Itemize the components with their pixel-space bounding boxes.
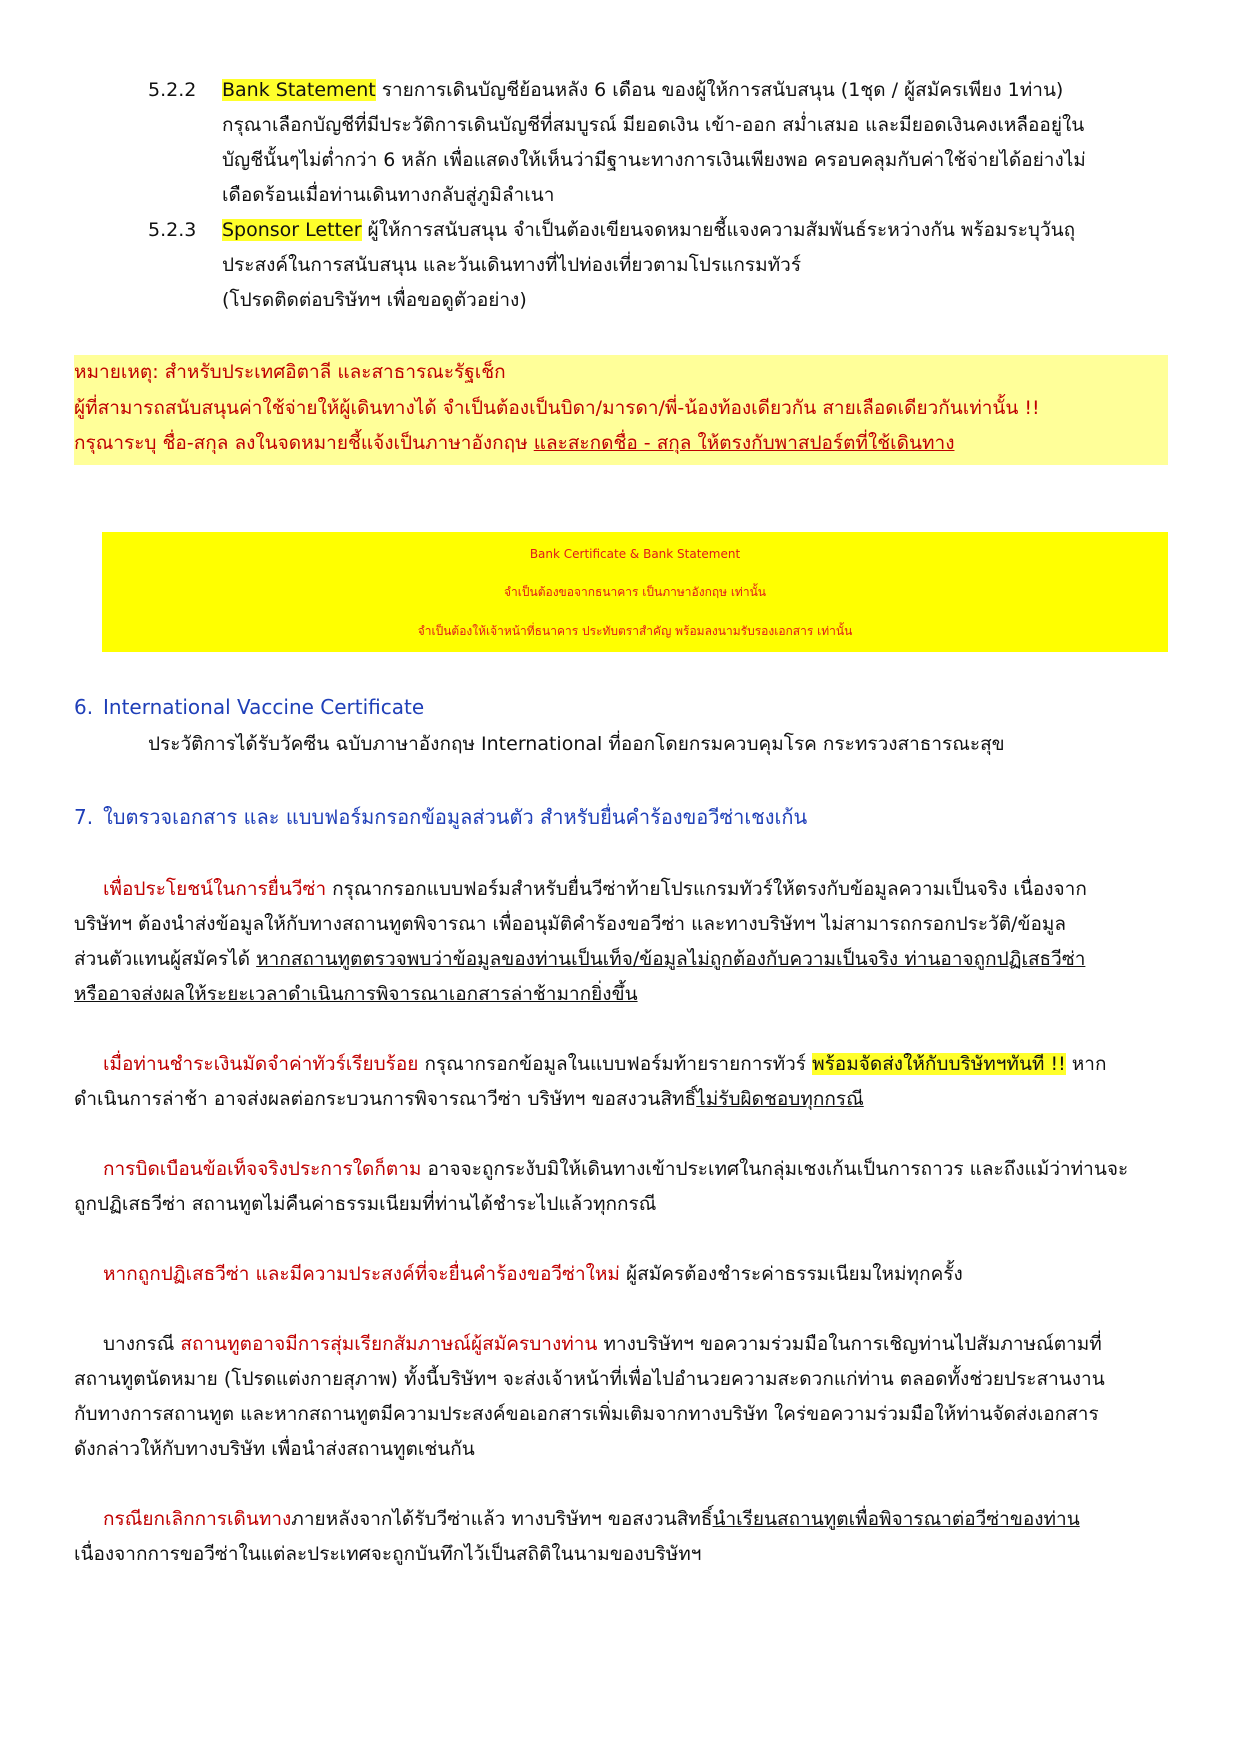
para-6-line-2: เนื่องจากการขอวีซ่าในแต่ละประเทศจะถูกบันทึกไว้เป็นสถิติในนามของบริษัทฯ xyxy=(74,1543,702,1565)
bank-statement-tag: Bank Statement xyxy=(222,79,376,101)
note-line-3: กรุณาระบุ ชื่อ-สกุล ลงในจดหมายชี้แจ้งเป็นภาษาอังกฤษ และสะกดชื่อ - สกุล ให้ตรงกับพาสปอร์ตที่ใช้เดินทาง xyxy=(74,432,955,454)
bank-statement-line-4: เดือดร้อนเมื่อท่านเดินทางกลับสู่ภูมิลำเนา xyxy=(222,184,555,206)
para-4-line-1: หากถูกปฏิเสธวีซ่า และมีความประสงค์ที่จะยื่นคำร้องขอวีซ่าใหม่ ผู้สมัครต้องชำระค่าธรรมเนียมใหม่ทุกครั้ง xyxy=(103,1263,963,1285)
para-2-line-2: ดำเนินการล่าช้า อาจส่งผลต่อกระบวนการพิจารณาวีซ่า บริษัทฯ ขอสงวนสิทธิ์ไม่รับผิดชอบทุกกรณี xyxy=(74,1088,864,1110)
para-1-lead: เพื่อประโยชน์ในการยื่นวีซ่า xyxy=(103,878,327,900)
bank-box-line-3: จำเป็นต้องให้เจ้าหน้าที่ธนาคาร ประทับตราสำคัญ พร้อมลงนามรับรองเอกสาร เท่านั้น xyxy=(417,624,853,638)
sponsor-letter-line-2: ประสงค์ในการสนับสนุน และวันเดินทางที่ไปท่องเที่ยวตามโปรแกรมทัวร์ xyxy=(222,254,802,276)
para-1-line-3: ส่วนตัวแทนผู้สมัครได้ หากสถานทูตตรวจพบว่าข้อมูลของท่านเป็นเท็จ/ข้อมูลไม่ถูกต้องกับความเป็นจริง ท่านอาจถูกปฏิเสธวีซ่า xyxy=(74,948,1086,970)
section-7-number: 7. xyxy=(74,805,94,829)
section-7-title: ใบตรวจเอกสาร และ แบบฟอร์มกรอกข้อมูลส่วนตัว สำหรับยื่นคำร้องขอวีซ่าเชงเก้น xyxy=(103,805,808,829)
sponsor-letter-line-1: Sponsor Letter ผู้ให้การสนับสนุน จำเป็นต้องเขียนจดหมายชี้แจงความสัมพันธ์ระหว่างกัน พร้อมระบุวันถุ xyxy=(222,219,1076,241)
bank-statement-line-2: กรุณาเลือกบัญชีที่มีประวัติการเดินบัญชีที่สมบูรณ์ มียอดเงิน เข้า-ออก สม่ำเสมอ และมียอดเงินคงเหลืออยู่ใน xyxy=(222,114,1085,136)
note-title: หมายเหตุ: สำหรับประเทศอิตาลี และสาธารณะรัฐเช็ก xyxy=(74,361,506,383)
section-6-title: International Vaccine Certificate xyxy=(103,695,425,719)
para-2-highlight: พร้อมจัดส่งให้กับบริษัทฯทันที !! xyxy=(812,1053,1066,1075)
bank-statement-line-1: Bank Statement รายการเดินบัญชีย้อนหลัง 6 เดือน ของผู้ให้การสนับสนุน (1ชุด / ผู้สมัครเพียง 1ท่าน) xyxy=(222,79,1064,101)
para-5-line-1: บางกรณี สถานทูตอาจมีการสุ่มเรียกสัมภาษณ์ผู้สมัครบางท่าน ทางบริษัทฯ ขอความร่วมมือในการเชิญท่านไปสัมภาษณ์ตามที่ xyxy=(103,1333,1102,1355)
para-3-line-1: การบิดเบือนข้อเท็จจริงประการใดก็ตาม อาจจะถูกระงับมิให้เดินทางเข้าประเทศในกลุ่มเชงเก้นเป็นการถาวร และถึงแม้ว่าท่านจะ xyxy=(103,1158,1129,1180)
para-3-line-2: ถูกปฏิเสธวีซ่า สถานทูตไม่คืนค่าธรรมเนียมที่ท่านได้ชำระไปแล้วทุกกรณี xyxy=(74,1193,657,1215)
bank-statement-line-3: บัญชีนั้นๆไม่ต่ำกว่า 6 หลัก เพื่อแสดงให้เห็นว่ามีฐานะทางการเงินเพียงพอ ครอบคลุมกับค่าใช้จ่ายได้อย่างไม่ xyxy=(222,149,1086,171)
para-1-line-2: บริษัทฯ ต้องนำส่งข้อมูลให้กับทางสถานทูตพิจารณา เพื่ออนุมัติคำร้องขอวีซ่า และทางบริษัทฯ ไม่สามารถกรอกประวัติ/ข้อมูล xyxy=(74,913,1067,935)
sponsor-letter-tag: Sponsor Letter xyxy=(222,219,362,241)
sponsor-letter-line-3: (โปรดติดต่อบริษัทฯ เพื่อขอดูตัวอย่าง) xyxy=(222,289,527,311)
para-1-line-1: เพื่อประโยชน์ในการยื่นวีซ่า กรุณากรอกแบบฟอร์มสำหรับยื่นวีซ่าท้ายโปรแกรมทัวร์ให้ตรงกับข้อมูลความเป็นจริง เนื่องจาก xyxy=(103,878,1087,900)
para-1-line-4: หรืออาจส่งผลให้ระยะเวลาดำเนินการพิจารณาเอกสารล่าช้ามากยิ่งขึ้น xyxy=(74,983,638,1005)
para-2-line-1: เมื่อท่านชำระเงินมัดจำค่าทัวร์เรียบร้อย กรุณากรอกข้อมูลในแบบฟอร์มท้ายรายการทัวร์ พร้อมจัดส่งให้กับบริษัทฯทันที !! หาก xyxy=(103,1053,1107,1075)
section-6-number: 6. xyxy=(74,695,94,719)
para-5-lead: สถานทูตอาจมีการสุ่มเรียกสัมภาษณ์ผู้สมัครบางท่าน xyxy=(180,1333,598,1355)
para-2-lead: เมื่อท่านชำระเงินมัดจำค่าทัวร์เรียบร้อย xyxy=(103,1053,419,1075)
para-4-lead: หากถูกปฏิเสธวีซ่า และมีความประสงค์ที่จะยื่นคำร้องขอวีซ่าใหม่ xyxy=(103,1263,620,1285)
para-6-line-1: กรณียกเลิกการเดินทางภายหลังจากได้รับวีซ่าแล้ว ทางบริษัทฯ ขอสงวนสิทธิ์นำเรียนสถานทูตเพื่อพิจารณาต่อวีซ่าของท่าน xyxy=(103,1508,1080,1530)
para-5-line-3: กับทางการสถานทูต และหากสถานทูตมีความประสงค์ขอเอกสารเพิ่มเติมจากทางบริษัท ใคร่ขอความร่วมมือให้ท่านจัดส่งเอกสาร xyxy=(74,1403,1099,1425)
item-number-5-2-3: 5.2.3 xyxy=(148,219,197,241)
para-5-line-4: ดังกล่าวให้กับทางบริษัท เพื่อนำส่งสถานทูตเช่นกัน xyxy=(74,1438,475,1460)
bank-box-title: Bank Certificate & Bank Statement xyxy=(529,547,741,561)
bank-box-line-2: จำเป็นต้องขอจากธนาคาร เป็นภาษาอังกฤษ เท่านั้น xyxy=(504,585,766,599)
section-6-body: ประวัติการได้รับวัคซีน ฉบับภาษาอังกฤษ International ที่ออกโดยกรมควบคุมโรค กระทรวงสาธารณะสุข xyxy=(148,733,1005,755)
para-5-line-2: สถานทูตนัดหมาย (โปรดแต่งกายสุภาพ) ทั้งนี้บริษัทฯ จะส่งเจ้าหน้าที่เพื่อไปอำนวยความสะดวกแก่ท่าน ตลอดทั้งช่วยประสานงาน xyxy=(74,1368,1105,1390)
para-6-lead: กรณียกเลิกการเดินทาง xyxy=(103,1508,292,1530)
item-number-5-2-2: 5.2.2 xyxy=(148,79,197,101)
note-passport-spelling: และสะกดชื่อ - สกุล ให้ตรงกับพาสปอร์ตที่ใช้เดินทาง xyxy=(533,432,955,454)
para-3-lead: การบิดเบือนข้อเท็จจริงประการใดก็ตาม xyxy=(103,1158,422,1180)
note-line-2: ผู้ที่สามารถสนับสนุนค่าใช้จ่ายให้ผู้เดินทางได้ จำเป็นต้องเป็นบิดา/มารดา/พี่-น้องท้องเดียวกัน สายเลือดเดียวกันเท่านั้น !! xyxy=(74,397,1040,419)
